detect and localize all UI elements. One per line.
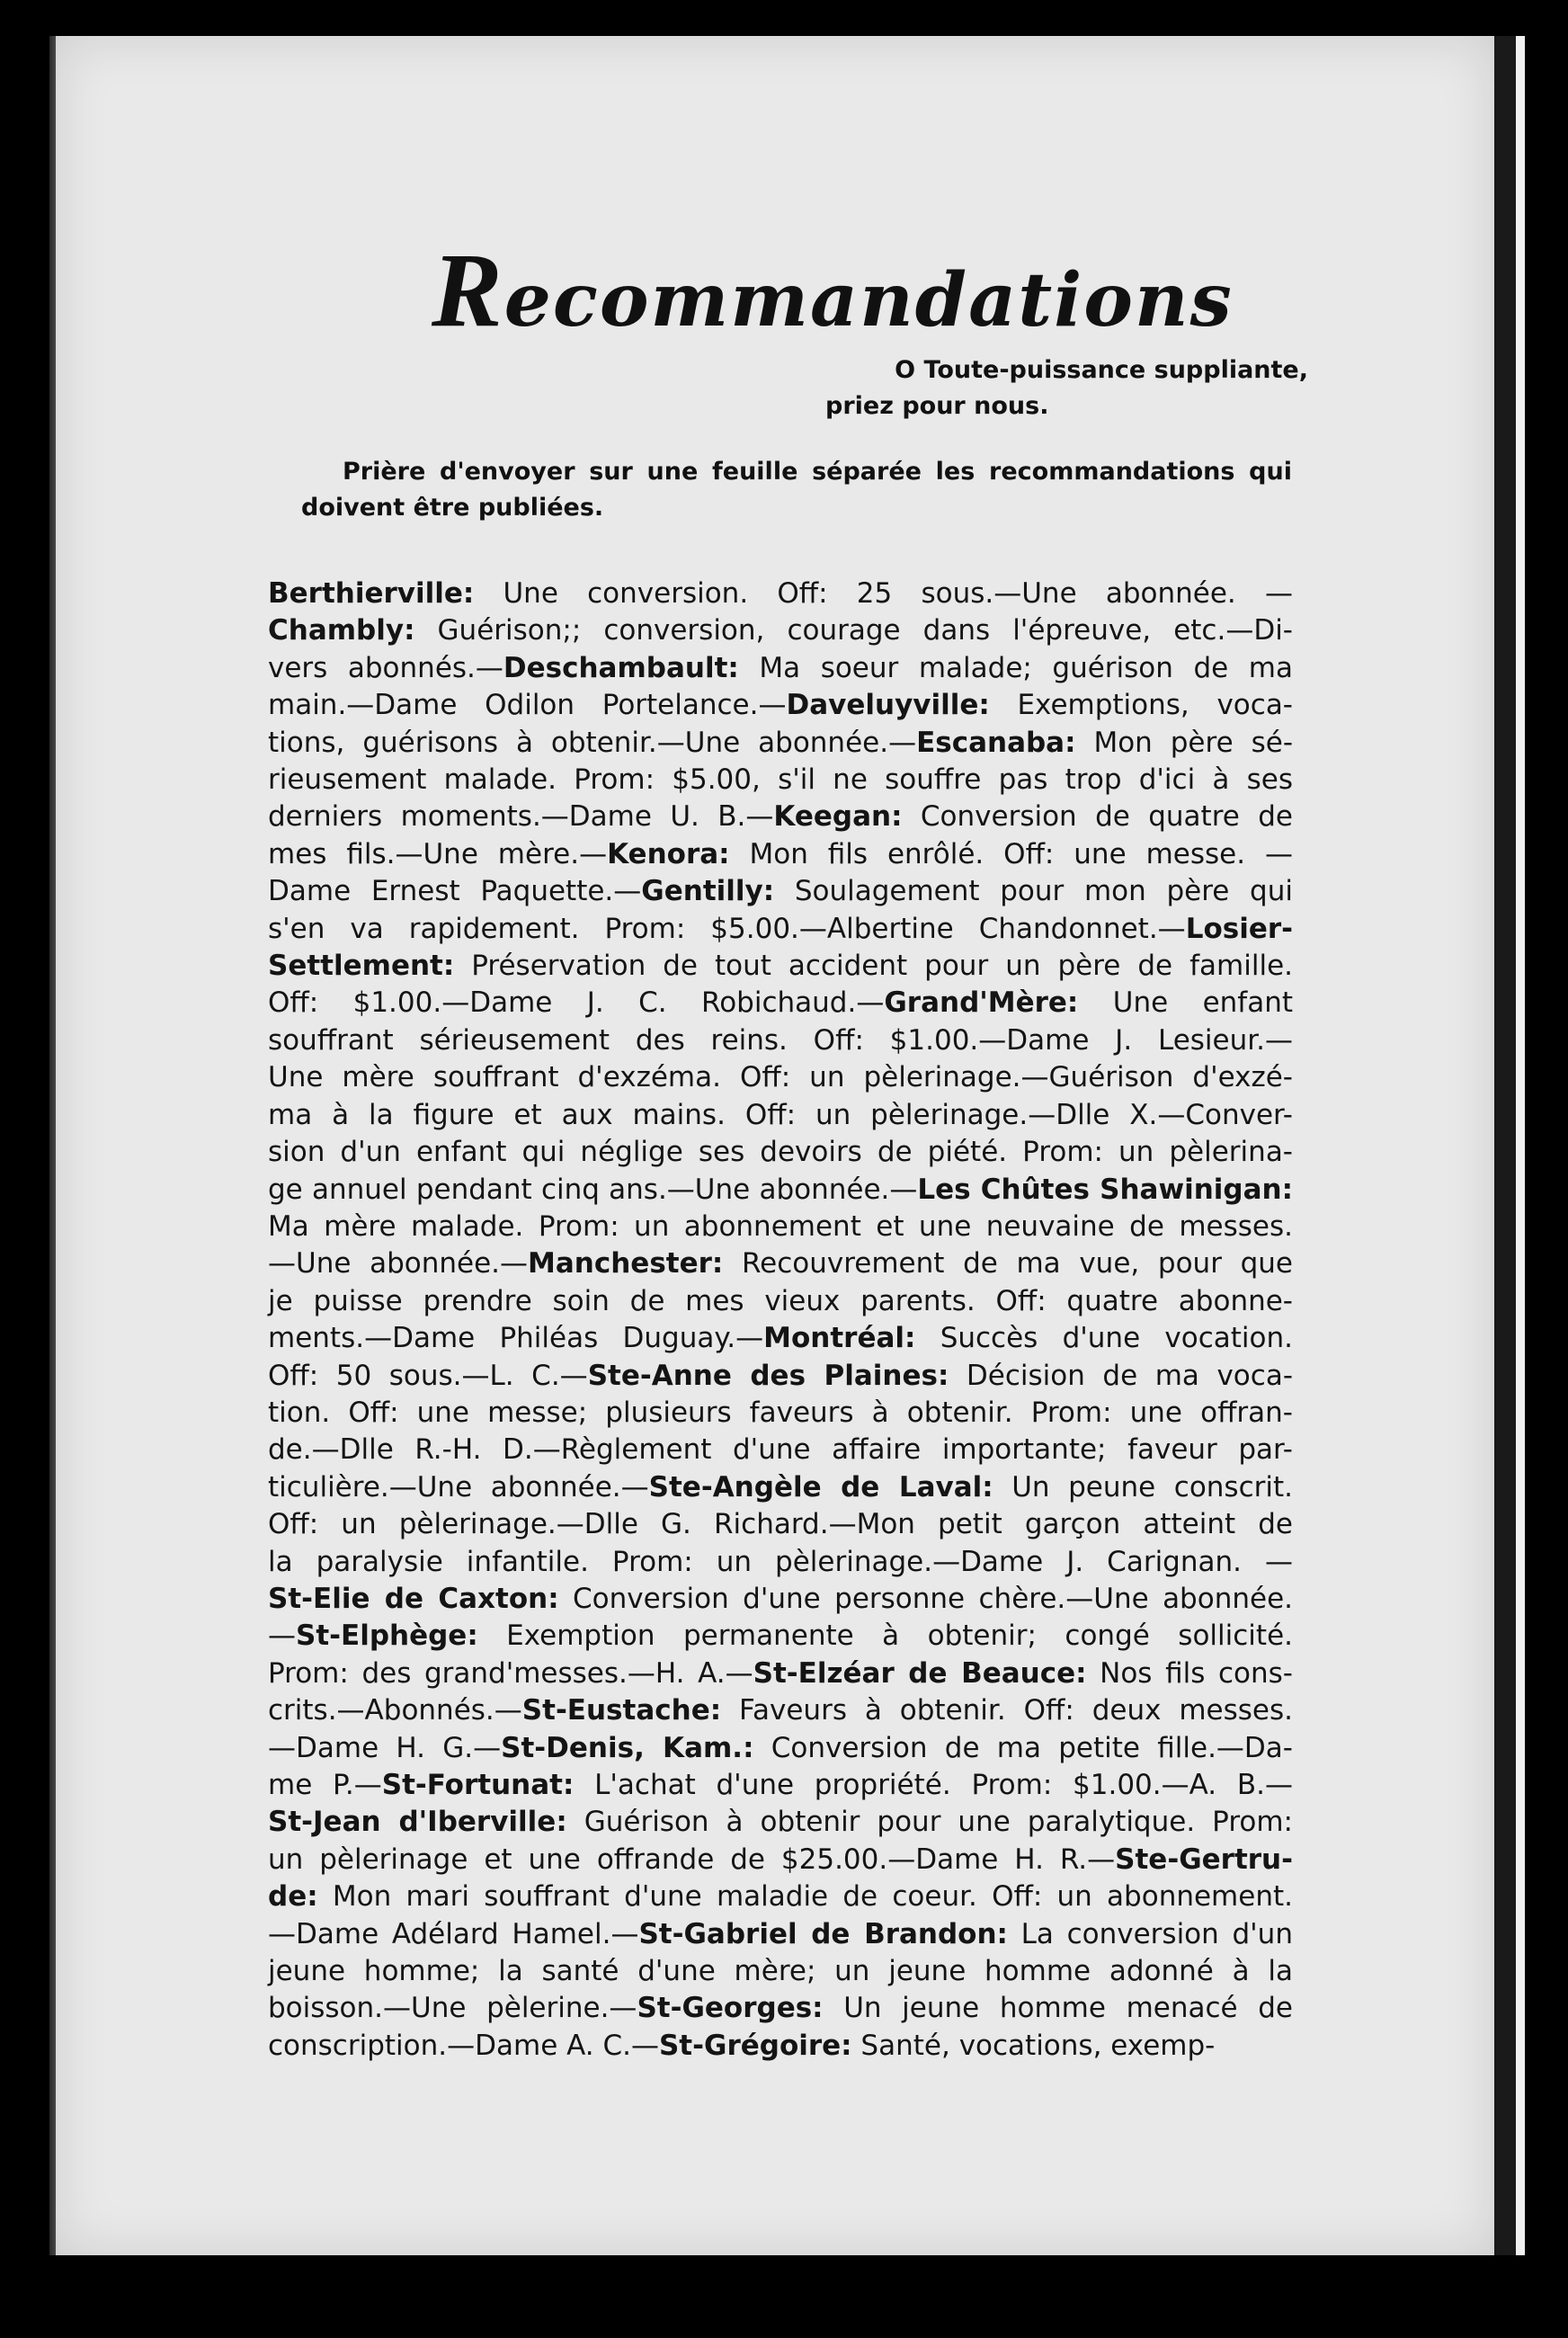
text-line [268,911,1293,948]
place-name: Berthierville: [268,577,475,610]
text-line [268,1283,1293,1320]
entry-text: Une enfant [1078,986,1293,1020]
text-line [268,1506,1293,1543]
place-name: St-Elzéar de Beauce: [753,1656,1087,1690]
entry-text: me P.— [268,1769,382,1801]
text-line [268,873,1293,910]
entry-text: mes fils.—Une mère.— [268,837,608,870]
text-line [268,1581,1293,1618]
text-line [268,799,1293,835]
place-name: Grand'Mère: [884,986,1079,1020]
entry-text: ge annuel pendant cinq ans.—Une abonnée.— [268,1173,918,1206]
entry-text: Off: 50 sous.—L. C.— [268,1359,588,1392]
entry-text: un pèlerinage et une offrande de $25.00.—Dame H. R.— [268,1843,1116,1876]
place-name: Deschambault: [503,651,739,684]
recommendations-text [268,576,1293,2065]
text-line [268,1432,1293,1468]
place-name: Keegan: [773,800,903,834]
place-name: Manchester: [528,1247,724,1281]
invocation [809,352,1308,424]
place-name: St-Eustache: [521,1694,722,1727]
place-name: Losier- [1185,912,1293,945]
entry-text: Faveurs à obtenir. Off: deux messes. [721,1694,1293,1727]
text-line [268,687,1293,724]
entry-text: rieusement malade. Prom: $5.00, s'il ne souffre pas trop d'ici à ses [268,763,1293,797]
entry-text: Conversion de ma petite fille.—Da- [753,1731,1293,1764]
notice-line-2: doivent être publiées. [301,494,604,522]
entry-text: Dame Ernest Paquette.— [268,875,642,908]
place-name: Daveluyville: [786,689,990,722]
entry-text: la paralysie infantile. Prom: un pèlerinage.—Dame J. Carignan. — [268,1545,1293,1578]
entry-text: main.—Dame Odilon Portelance.— [268,689,787,722]
text-line [268,1655,1293,1692]
place-name: Escanaba: [916,726,1076,759]
text-line [268,1358,1293,1395]
entry-text: conscription.—Dame A. C.— [268,2029,659,2062]
text-line [268,1059,1293,1096]
entry-text: — [268,1620,296,1653]
entry-text: Off: un pèlerinage.—Dlle G. Richard.—Mon petit garçon atteint de [268,1508,1293,1541]
place-name: Ste-Anne des Plaines: [587,1359,949,1392]
text-line [268,1953,1293,1990]
next-page-edge [1516,36,1525,2255]
entry-text: Exemptions, voca- [989,689,1293,722]
entry-text: —Dame H. G.— [268,1731,502,1764]
entry-text: Un peune conscrit. [993,1470,1293,1504]
entry-text: Conversion d'une personne chère.—Une abonnée. [558,1582,1293,1615]
entry-text: jeune homme; la santé d'une mère; un jeune homme adonné à la [268,1955,1293,1988]
entry-text: tions, guérisons à obtenir.—Une abonnée.— [268,726,917,759]
entry-text: La conversion d'un [1007,1917,1293,1950]
place-name: Ste-Gertru- [1115,1843,1293,1876]
entry-text: Mon mari souffrant d'une maladie de coeur. Off: un abonnement. [317,1880,1293,1914]
place-name: Montréal: [763,1322,916,1355]
entry-text: Préservation de tout accident pour un père de famille. [454,950,1293,983]
place-name: Gentilly: [641,875,775,908]
text-line [268,725,1293,762]
entry-text: ma à la figure et aux mains. Off: un pèlerinage.—Dlle X.—Conver- [268,1098,1293,1131]
entry-text: Soulagement pour mon père qui [774,875,1293,908]
text-line [268,1842,1293,1878]
entry-text: Mon père sé- [1075,726,1293,759]
text-line [268,948,1293,985]
place-name: Settlement: [268,950,455,983]
entry-text: Prom: des grand'messes.—H. A.— [268,1656,753,1690]
entry-text: Exemption permanente à obtenir; congé sollicité. [477,1620,1293,1653]
entry-text: Recouvrement de ma vue, pour que [723,1247,1294,1281]
text-line [268,762,1293,799]
page-edge-dark [1494,36,1516,2255]
entry-text: Mon fils enrôlé. Off: une messe. — [729,837,1293,870]
entry-text: souffrant sérieusement des reins. Off: $1.00.—Dame J. Lesieur.— [268,1023,1293,1057]
text-line [268,1804,1293,1841]
entry-text: Une conversion. Off: 25 sous.—Une abonnée. — [474,577,1293,610]
entry-text: Ma soeur malade; guérison de ma [738,651,1293,684]
text-line [268,1469,1293,1506]
title-rest: ecommandations [503,257,1234,344]
entry-text: Off: $1.00.—Dame J. C. Robichaud.— [268,986,885,1020]
place-name: Chambly: [268,614,415,647]
place-name: St-Fortunat: [381,1769,575,1801]
entry-text: —Une abonnée.— [268,1247,529,1281]
entry-text: Nos fils cons- [1086,1656,1293,1690]
text-line [268,1618,1293,1655]
text-line [268,1990,1293,2027]
text-line [268,1878,1293,1915]
text-line [268,1245,1293,1282]
text-line [268,2028,1293,2065]
place-name: St-Elphège: [296,1620,478,1653]
entry-text: tion. Off: une messe; plusieurs faveurs à obtenir. Prom: une offran- [268,1396,1293,1429]
entry-text: Guérison à obtenir pour une paralytique. Prom: [566,1806,1293,1839]
text-line [268,576,1293,612]
place-name: Ste-Angèle de Laval: [648,1470,993,1504]
place-name: St-Denis, Kam.: [501,1731,754,1764]
entry-text: de.—Dlle R.-H. D.—Règlement d'une affaire importante; faveur par- [268,1433,1293,1467]
place-name: St-Georges: [637,1992,824,2025]
notice-line-1: Prière d'envoyer sur une feuille séparée les recommandations qui [343,458,1292,486]
invocation-line-1: O Toute-puissance suppliante, [895,356,1308,384]
entry-text: vers abonnés.— [268,651,503,684]
entry-text: crits.—Abonnés.— [268,1694,522,1727]
place-name: St-Jean d'Iberville: [268,1806,567,1839]
entry-text: ments.—Dame Philéas Duguay.— [268,1322,764,1355]
text-line [268,1022,1293,1059]
text-line [268,1544,1293,1581]
entry-text: —Dame Adélard Hamel.— [268,1917,639,1950]
entry-text: Un jeune homme menacé de [823,1992,1293,2025]
entry-text: Santé, vocations, exemp- [851,2029,1216,2062]
title-initial: R [432,231,504,349]
place-name: St-Elie de Caxton: [268,1582,559,1615]
place-name: Kenora: [607,837,730,870]
submission-notice [301,454,1292,526]
text-line [268,1320,1293,1357]
entry-text: Ma mère malade. Prom: un abonnement et une neuvaine de messes. [268,1209,1293,1243]
text-line [268,1134,1293,1171]
page-title [432,229,1234,352]
text-line [268,1730,1293,1767]
text-line [268,1692,1293,1729]
entry-text: derniers moments.—Dame U. B.— [268,800,774,834]
entry-text: s'en va rapidement. Prom: $5.00.—Albertine Chandonnet.— [268,912,1186,945]
entry-text: Décision de ma voca- [949,1359,1293,1392]
text-line [268,1172,1293,1209]
text-line [268,985,1293,1022]
text-line [268,1209,1293,1245]
text-line [268,612,1293,649]
invocation-line-2: priez pour nous. [825,392,1049,420]
entry-text: ticulière.—Une abonnée.— [268,1470,649,1504]
text-line [268,1395,1293,1432]
text-line [268,1097,1293,1134]
entry-text: Une mère souffrant d'exzéma. Off: un pèlerinage.—Guérison d'exzé- [268,1061,1293,1094]
entry-text: Succès d'une vocation. [915,1322,1293,1355]
place-name: St-Grégoire: [658,2029,852,2062]
entry-text: je puisse prendre soin de mes vieux parents. Off: quatre abonne- [268,1284,1293,1317]
entry-text: boisson.—Une pèlerine.— [268,1992,637,2025]
entry-text: L'achat d'une propriété. Prom: $1.00.—A. B.— [574,1769,1294,1801]
entry-text: sion d'un enfant qui néglige ses devoirs de piété. Prom: un pèlerina- [268,1136,1293,1169]
text-line [268,1767,1293,1804]
entry-text: Guérison;; conversion, courage dans l'épreuve, etc.—Di- [414,614,1293,647]
entry-text: Conversion de quatre de [902,800,1293,834]
text-line [268,650,1293,687]
place-name: Les Chûtes Shawinigan: [917,1173,1293,1206]
text-line [268,1916,1293,1953]
text-line [268,836,1293,873]
place-name: St-Gabriel de Brandon: [638,1917,1008,1950]
place-name: de: [268,1880,318,1914]
